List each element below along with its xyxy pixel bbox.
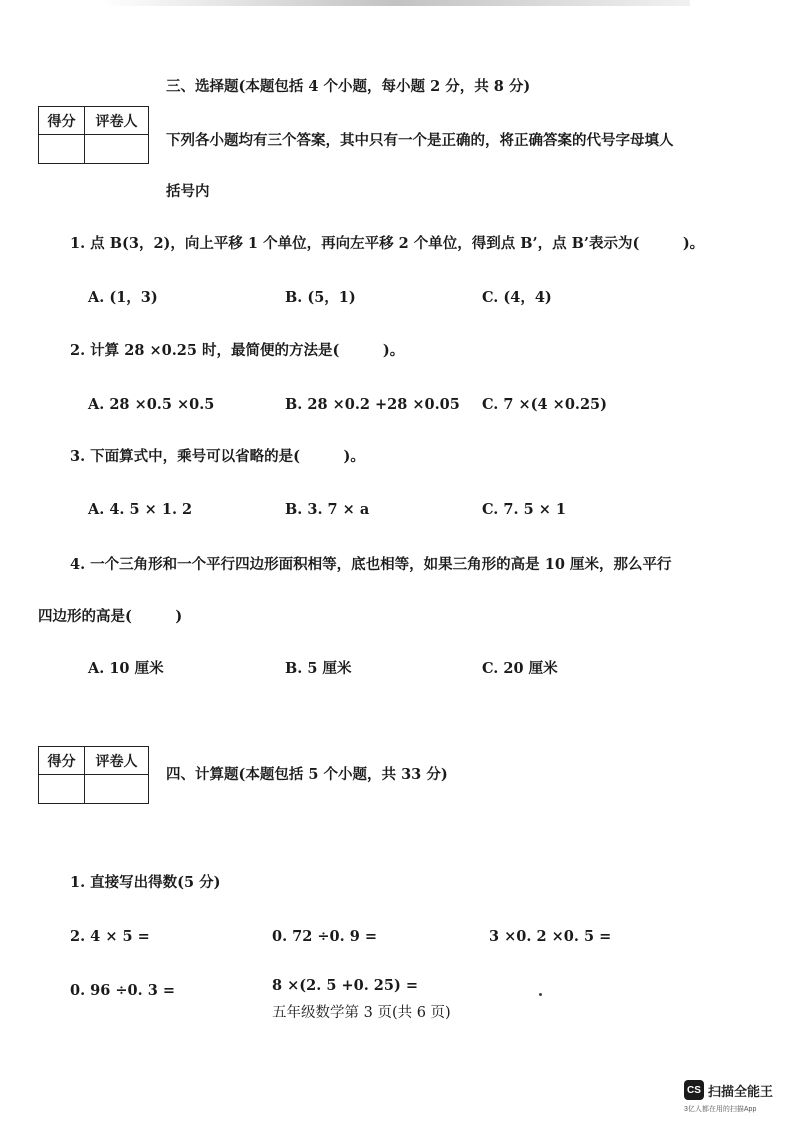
- calc-item-3: 3 ×0. 2 ×0. 5 =: [489, 928, 612, 945]
- question-3-option-c: C. 7. 5 × 1: [482, 501, 566, 518]
- scan-edge-shadow: [100, 0, 690, 6]
- calc-item-2: 0. 72 ÷0. 9 =: [272, 928, 378, 945]
- section3-title: 三、选择题(本题包括 4 个小题，每小题 2 分，共 8 分): [166, 78, 531, 95]
- question-2-option-b: B. 28 ×0.2 +28 ×0.05: [285, 396, 460, 413]
- section4-score-box: [38, 746, 149, 804]
- question-1-option-b: B. (5，1): [285, 289, 356, 306]
- grader-label: 评卷人: [85, 107, 148, 135]
- question-4-option-c: C. 20 厘米: [482, 660, 558, 677]
- calc-item-1: 2. 4 × 5 =: [70, 928, 150, 945]
- question-3-option-b: B. 3. 7 × a: [285, 501, 370, 518]
- question-1-option-a: A. (1，3): [88, 289, 158, 306]
- question-2-option-a: A. 28 ×0.5 ×0.5: [88, 396, 215, 413]
- section3-instruction-line2: 括号内: [166, 183, 210, 200]
- watermark-name: 扫描全能王: [708, 1083, 774, 1099]
- section4-title: 四、计算题(本题包括 5 个小题，共 33 分): [166, 766, 448, 783]
- question-2-option-c: C. 7 ×(4 ×0.25): [482, 396, 607, 413]
- grader-cell: [85, 135, 148, 163]
- question-1-option-c: C. (4，4): [482, 289, 552, 306]
- page-footer: 五年级数学第 3 页(共 6 页): [272, 1005, 451, 1021]
- cs-logo-icon: CS: [684, 1080, 704, 1100]
- score-cell: [39, 135, 85, 163]
- question-3-stem: 3. 下面算式中，乘号可以省略的是( )。: [70, 448, 365, 465]
- question-1-stem: 1. 点 B(3，2)，向上平移 1 个单位，再向左平移 2 个单位，得到点 B’，点 B’表示为( )。: [70, 235, 705, 252]
- section3-instruction-line1: 下列各小题均有三个答案，其中只有一个是正确的，将正确答案的代号字母填人: [166, 132, 674, 149]
- grader-cell: [85, 775, 148, 803]
- question-2-stem: 2. 计算 28 ×0.25 时，最简便的方法是( )。: [70, 342, 405, 359]
- watermark-tagline: 3亿人都在用的扫描App: [684, 1106, 757, 1113]
- score-label: 得分: [39, 107, 85, 135]
- question-3-option-a: A. 4. 5 × 1. 2: [88, 501, 193, 518]
- calc-question-1-title: 1. 直接写出得数(5 分): [70, 874, 221, 891]
- question-4-option-b: B. 5 厘米: [285, 660, 352, 677]
- question-4-stem-line1: 4. 一个三角形和一个平行四边形面积相等，底也相等，如果三角形的高是 10 厘米，那么平行: [70, 556, 672, 573]
- scanner-watermark: [684, 1080, 773, 1100]
- question-4-stem-line2: 四边形的高是( ): [38, 608, 183, 625]
- section3-score-box: [38, 106, 149, 164]
- score-cell: [39, 775, 85, 803]
- scan-speck: [539, 993, 542, 996]
- grader-label: 评卷人: [85, 747, 148, 775]
- calc-item-4: 0. 96 ÷0. 3 =: [70, 982, 176, 999]
- question-4-option-a: A. 10 厘米: [88, 660, 164, 677]
- score-label: 得分: [39, 747, 85, 775]
- calc-item-5: 8 ×(2. 5 +0. 25) =: [272, 977, 419, 994]
